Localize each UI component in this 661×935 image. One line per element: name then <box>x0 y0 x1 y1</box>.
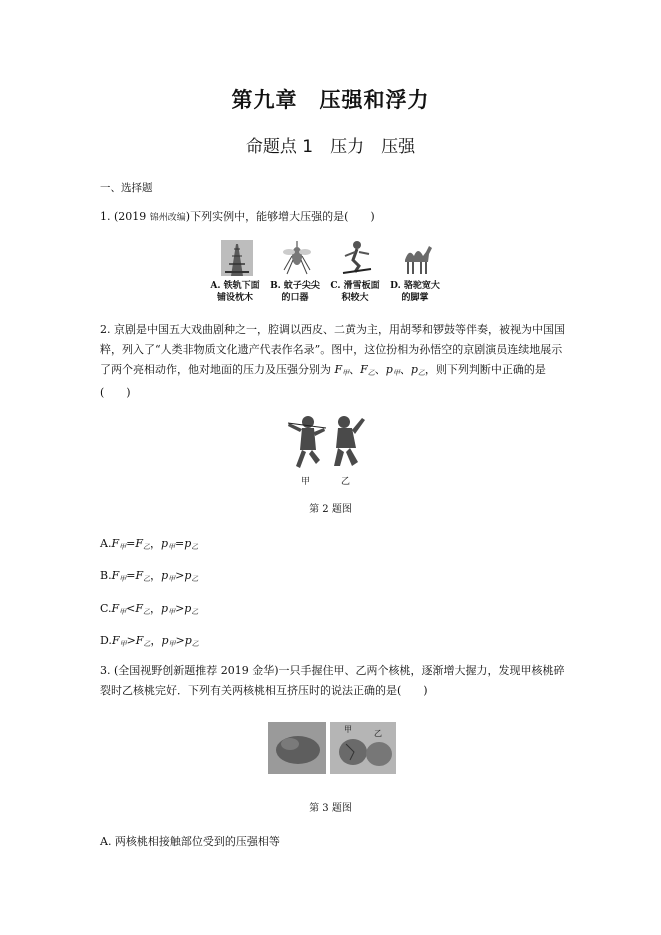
question-2-option-b: $B.F_甲=F_乙$，$p_甲>p_乙$ <box>100 569 199 583</box>
symbol-f-yi: $F_乙$ <box>360 363 375 377</box>
figure-3-label-yi: 乙 <box>374 729 382 738</box>
symbol-p-jia: $p_甲$ <box>385 363 400 377</box>
opera-performer-image <box>286 408 376 488</box>
question-2-option-a: $A.F_甲=F_乙$，$p_甲=p_乙$ <box>100 537 199 551</box>
question-2-option-c: $C.F_甲<F_乙$，$p_甲>p_乙$ <box>100 602 199 616</box>
symbol-p-yi: $p_乙$ <box>410 363 425 377</box>
question-1-stem <box>100 207 375 228</box>
camel-image <box>401 240 433 276</box>
question-2-stem: 2. 京剧是中国五大戏曲剧种之一，腔调以西皮、二黄为主，用胡琴和锣鼓等伴奏，被视为中国国粹，列入了“人类非物质文化遗产代表作名录”。图中，这位扮相为孙悟空的京剧演员连续地展示了两个亮相动作，他对地面的压力及压强分别为 $F_甲$、$F_乙$、$p_甲$、$p_乙$，则下列判断中正确的是( ) <box>100 323 565 399</box>
part-heading: 一、选择题 <box>100 182 153 194</box>
figure-3-label-jia: 甲 <box>344 725 352 734</box>
figure-2-label-yi: 乙 <box>341 477 351 487</box>
question-2-option-d: $D.F_甲>F_乙$，$p_甲>p_乙$ <box>100 634 199 648</box>
figure-2-label-jia: 甲 <box>301 477 311 487</box>
question-1-prefix: 1. (2019 <box>100 210 150 223</box>
question-1-source: 锦州改编 <box>149 213 186 223</box>
question-3-figure <box>268 722 396 774</box>
question-2-text: 2. 京剧是中国五大戏曲剧种之一，腔调以西皮、二黄为主，用胡琴和锣鼓等伴奏，被视为中国国粹，列入了“人类非物质文化遗产代表作名录”。图中，这位扮相为孙悟空的京剧演员连续地展示了两个亮相动作，他对地面的压力及压强分别为 <box>100 323 565 376</box>
mosquito-image <box>281 240 313 276</box>
question-2-text-end: ，则下列判断中正确的是( ) <box>100 363 546 399</box>
railway-track-image <box>221 240 253 276</box>
skier-image <box>341 240 373 276</box>
chapter-title: 第九章 压强和浮力 <box>231 88 430 112</box>
question-1-suffix: )下列实例中，能够增大压强的是( ) <box>185 210 375 223</box>
symbol-f-jia: $F_甲$ <box>334 363 350 377</box>
figure-2-caption: 第 2 题图 <box>309 504 352 515</box>
question-3-stem: 3. (全国视野创新题推荐 2019 金华)一只手握住甲、乙两个核桃，逐渐增大握力，发现甲核桃碎裂时乙核桃完好．下列有关两核桃相互挤压时的说法正确的是( ) <box>100 664 565 697</box>
question-2-figure <box>286 408 376 488</box>
question-3-option-a: A. 两核桃相接触部位受到的压强相等 <box>100 835 280 848</box>
section-title: 命题点 1 压力 压强 <box>245 137 416 157</box>
figure-3-caption: 第 3 题图 <box>309 803 352 814</box>
